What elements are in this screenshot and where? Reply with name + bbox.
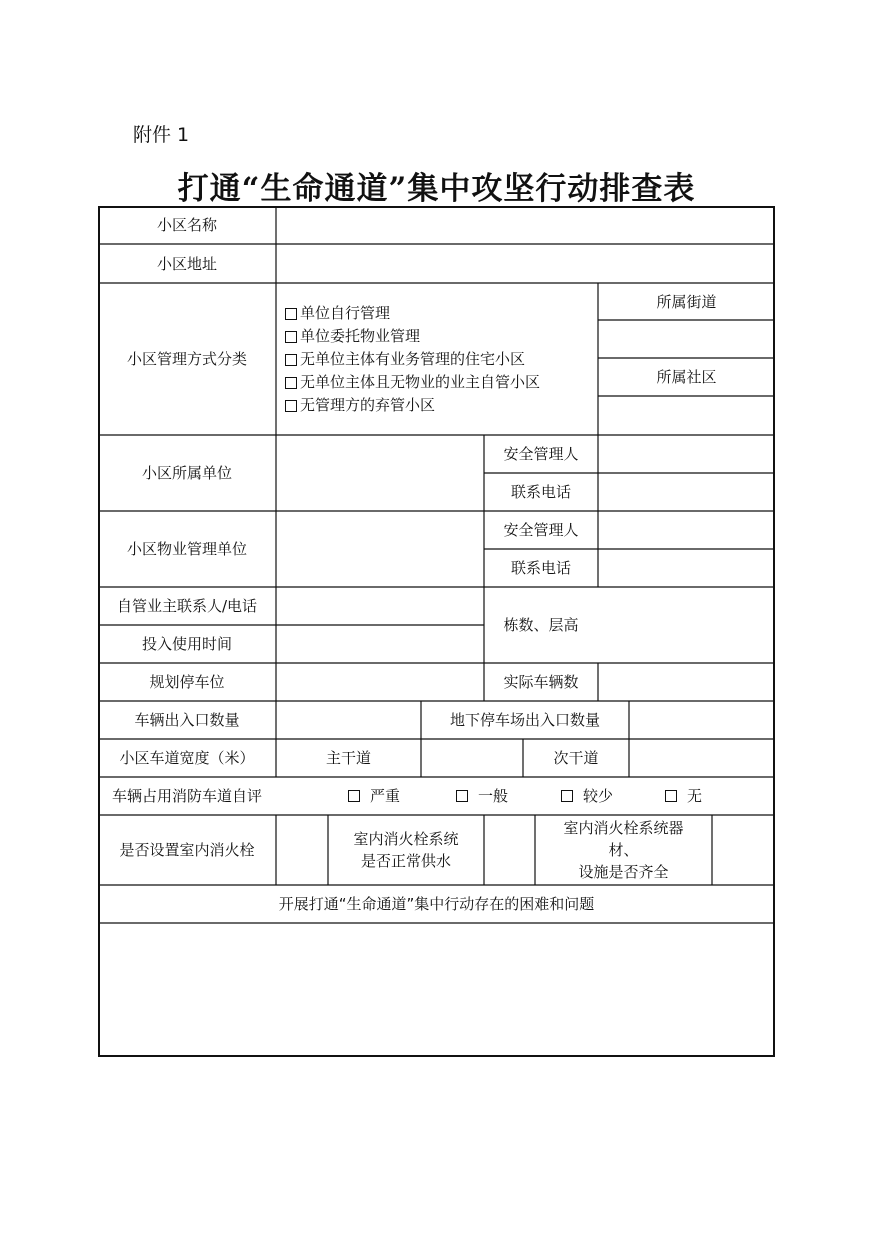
difficulties-label: 开展打通“生命通道”集中行动存在的困难和问题 [278,895,595,913]
attachment-label: 附件 1 [133,124,190,146]
planned-parking-label: 规划停车位 [149,673,225,691]
checkbox-icon[interactable] [285,331,297,343]
street-field[interactable] [598,320,775,358]
option-severe[interactable]: 严重 [348,777,400,815]
street-label: 所属街道 [656,292,717,311]
water-supply-label: 室内消火栓系统 是否正常供水 [353,830,459,870]
hydrant-equipment-label: 室内消火栓系统器 材、 设施是否齐全 [563,819,684,881]
actual-vehicles-label: 实际车辆数 [503,673,579,691]
community-label: 所属社区 [656,368,717,386]
secondary-road-label: 次干道 [553,749,599,767]
community-name-label: 小区名称 [156,216,217,234]
option-self-managed[interactable]: 单位自行管理 [285,302,540,325]
checkbox-icon[interactable] [456,790,468,802]
hydrant-equipment-field[interactable] [712,815,775,885]
property-unit-field[interactable] [276,511,484,587]
owner-unit-label: 小区所属单位 [141,464,232,482]
underground-entrances-label: 地下停车场出入口数量 [449,711,600,729]
building-count-height-field[interactable] [598,587,775,663]
road-width-label: 小区车道宽度（米） [119,749,255,767]
in-use-time-field[interactable] [276,625,484,663]
checkbox-icon[interactable] [348,790,360,802]
option-moderate[interactable]: 一般 [456,777,508,815]
checkbox-icon[interactable] [285,400,297,412]
water-supply-field[interactable] [484,815,535,885]
vehicle-entrances-field[interactable] [276,701,421,739]
indoor-hydrant-label: 是否设置室内消火栓 [119,841,255,859]
fire-lane-occupation-label: 车辆占用消防车道自评 [111,787,262,805]
inspection-form-table [98,206,775,1057]
owner-safety-manager-field[interactable] [598,435,775,473]
property-safety-manager-field[interactable] [598,511,775,549]
option-entrusted-property[interactable]: 单位委托物业管理 [285,325,540,348]
option-owner-self-managed[interactable]: 无单位主体且无物业的业主自管小区 [285,371,540,394]
vehicle-entrances-label: 车辆出入口数量 [134,711,240,729]
main-road-field[interactable] [421,739,523,777]
property-phone-field[interactable] [598,549,775,587]
difficulties-field[interactable] [98,923,775,1057]
self-owner-contact-field[interactable] [276,587,484,625]
property-safety-manager-label: 安全管理人 [503,521,579,539]
planned-parking-field[interactable] [276,663,484,701]
community-name-field[interactable] [276,206,775,244]
secondary-road-field[interactable] [629,739,775,777]
property-phone-label: 联系电话 [510,559,571,577]
owner-phone-label: 联系电话 [510,483,571,501]
owner-safety-manager-label: 安全管理人 [503,445,579,463]
owner-phone-field[interactable] [598,473,775,511]
checkbox-icon[interactable] [285,308,297,320]
checkbox-icon[interactable] [561,790,573,802]
property-unit-label: 小区物业管理单位 [126,540,247,558]
checkbox-icon[interactable] [285,354,297,366]
community-address-field[interactable] [276,244,775,283]
option-abandoned[interactable]: 无管理方的弃管小区 [285,394,540,417]
option-minor[interactable]: 较少 [561,777,613,815]
underground-entrances-field[interactable] [629,701,775,739]
main-road-label: 主干道 [325,749,371,767]
building-count-height-label: 栋数、层高 [503,616,579,634]
actual-vehicles-field[interactable] [598,663,775,701]
self-owner-contact-label: 自管业主联系人/电话 [116,597,258,615]
checkbox-icon[interactable] [285,377,297,389]
checkbox-icon[interactable] [665,790,677,802]
management-type-options [285,302,540,417]
community-address-label: 小区地址 [156,254,217,273]
option-none[interactable]: 无 [665,777,702,815]
indoor-hydrant-field[interactable] [276,815,328,885]
option-no-unit-business-managed[interactable]: 无单位主体有业务管理的住宅小区 [285,348,540,371]
page-title: 打通“生命通道”集中攻坚行动排查表 [177,171,696,207]
management-type-label: 小区管理方式分类 [126,350,247,368]
owner-unit-field[interactable] [276,435,484,511]
in-use-time-label: 投入使用时间 [141,635,232,653]
community-field[interactable] [598,396,775,435]
